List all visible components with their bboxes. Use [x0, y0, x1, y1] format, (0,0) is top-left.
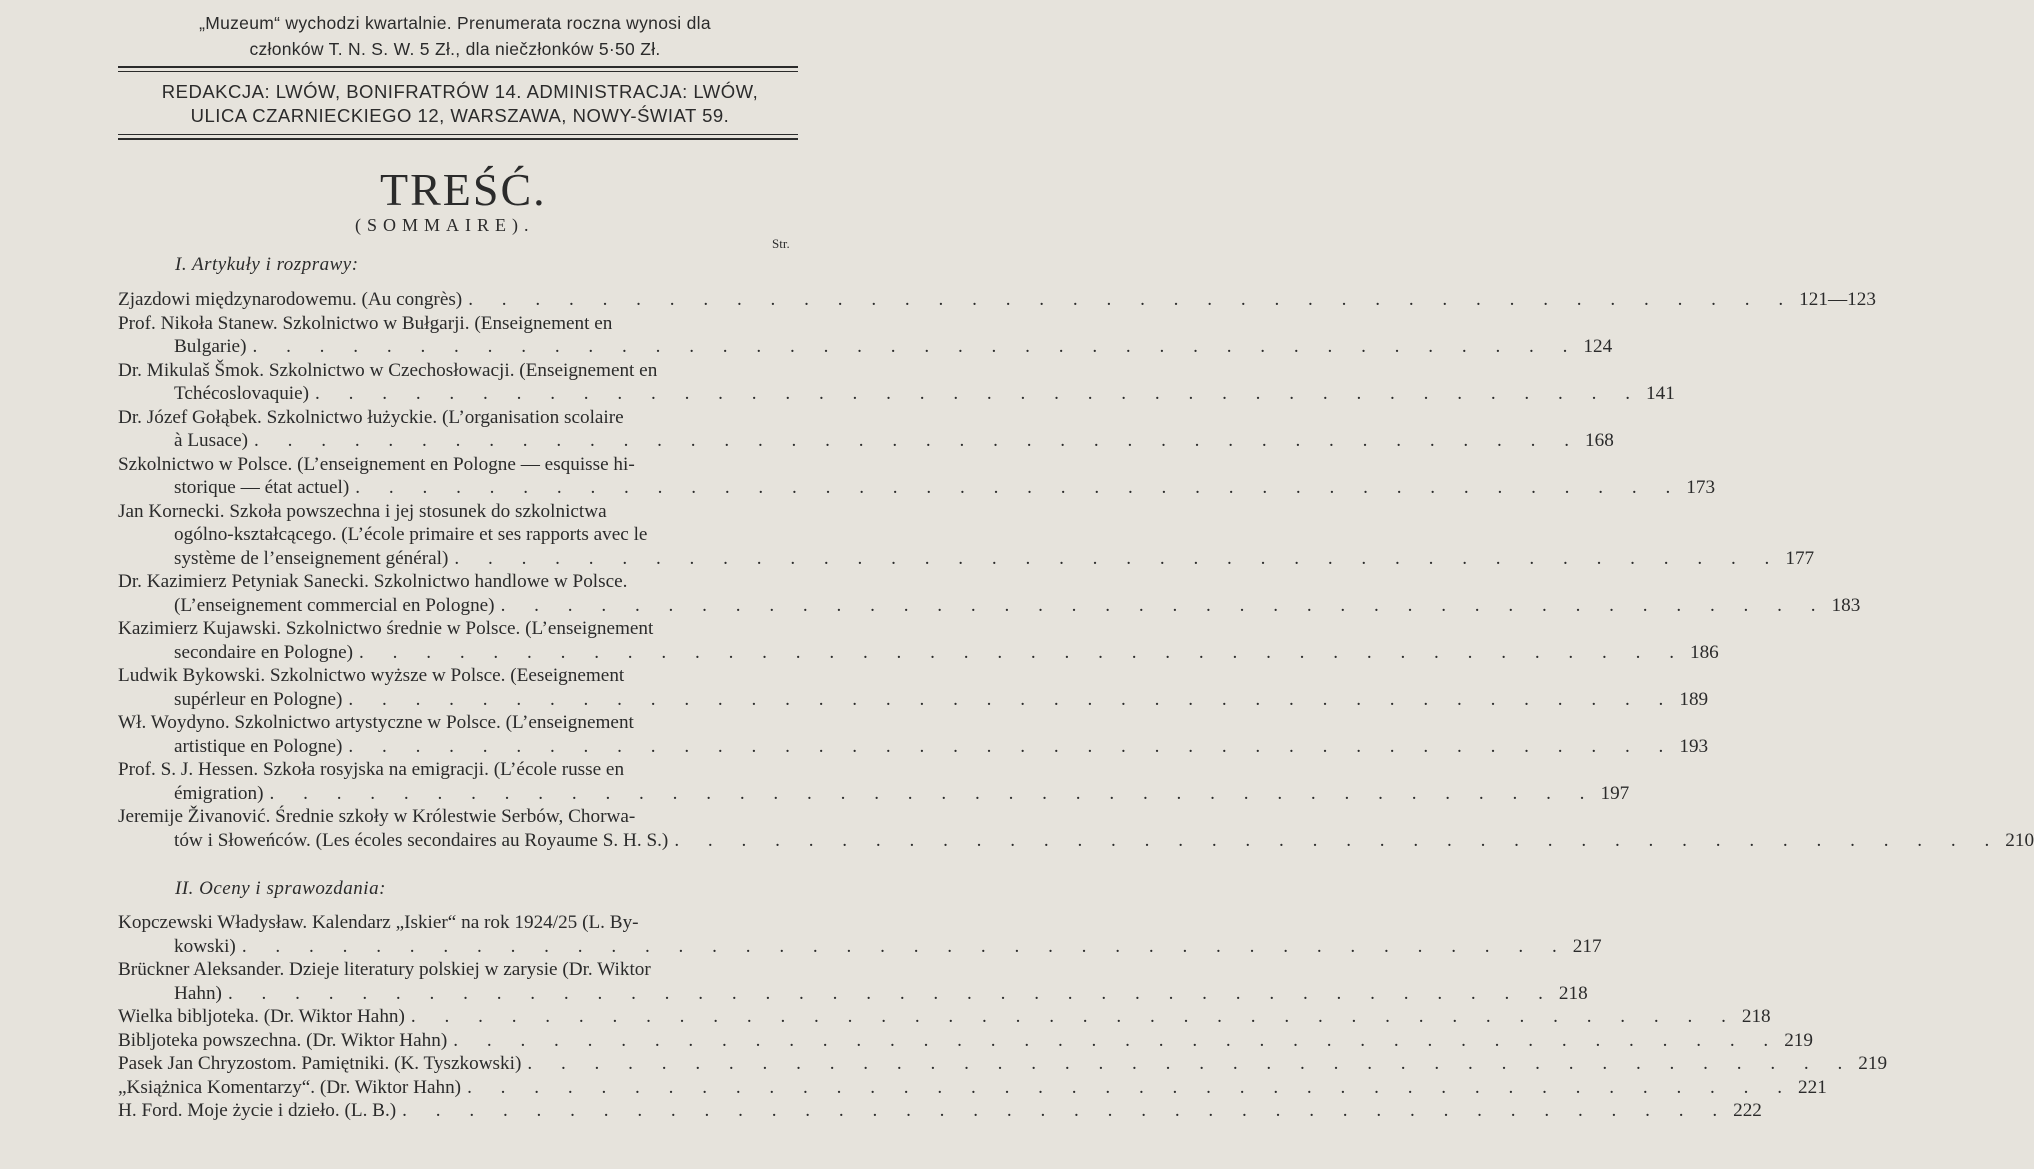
toc-page-number: 173	[1686, 477, 1716, 498]
toc-entry-text: storique — état actuel)	[174, 477, 350, 498]
toc-entry	[118, 288, 1876, 312]
toc-entry	[118, 617, 1719, 664]
toc-entry-line	[118, 594, 1861, 618]
toc-entry-line	[118, 335, 1613, 359]
dot-leader: . . . . . . . . . . . . . . . . . . . . . . . . . . . . . . . . . . . . . . . .	[410, 1006, 1738, 1027]
dot-leader: . . . . . . . . . . . . . . . . . . . . . . . . . . . . . . . . . . . . . . . .	[453, 1029, 1781, 1051]
toc-entry	[118, 570, 1861, 617]
toc-entry	[118, 453, 1716, 500]
divider-bottom-thin	[118, 134, 798, 135]
toc-entry-text: système de l’enseignement général)	[174, 547, 449, 569]
toc-entry-text: Wielka bibljoteka. (Dr. Wiktor Hahn)	[118, 1006, 405, 1027]
toc-entry-line	[118, 1052, 1888, 1076]
toc-entry-line	[118, 805, 804, 829]
toc-reviews	[118, 911, 1888, 1123]
toc-page-number: 221	[1798, 1076, 1827, 1098]
toc-entry-text: Kopczewski Władysław. Kalendarz „Iskier“ na rok 1924/25 (L. By-	[118, 912, 639, 933]
toc-entry-text: Zjazdowi międzynarodowemu. (Au congrès)	[118, 289, 463, 310]
notice-line-2: członków T. N. S. W. 5 Zł., dla niečzłonków 5·50 Zł.	[249, 39, 661, 59]
toc-entry-line	[118, 735, 1709, 759]
toc-page-number: 121—123	[1799, 289, 1876, 310]
divider-bottom-thick	[118, 138, 798, 140]
toc-page-number: 141	[1646, 383, 1675, 404]
toc-entry-line	[118, 1099, 1762, 1123]
toc-entry-text: H. Ford. Moje życie i dzieło. (L. B.)	[118, 1100, 397, 1121]
toc-entry-text: „Książnica Komentarzy“. (Dr. Wiktor Hahn)	[118, 1076, 462, 1098]
toc-entry-line	[118, 782, 1630, 806]
dot-leader: . . . . . . . . . . . . . . . . . . . . . . . . . . . . . . . . . . . . . . . .	[355, 477, 1683, 498]
toc-entry	[118, 758, 1630, 805]
toc-entry	[118, 958, 1588, 1005]
toc-page-number: 197	[1600, 782, 1630, 804]
toc-entry-text: Prof. Nikoła Stanew. Szkolnictwo w Bułgarji. (Enseignement en	[118, 312, 613, 334]
toc-entry-line	[118, 1076, 1827, 1100]
address-line-2: ULICA CZARNIECKIEGO 12, WARSZAWA, NOWY-ŚWIAT 59.	[190, 105, 730, 126]
toc-entry-line	[118, 406, 804, 430]
section-heading-reviews: II. Oceny i sprawozdania:	[175, 878, 386, 899]
toc-entry	[118, 312, 1613, 359]
toc-page-number: 168	[1585, 430, 1614, 451]
toc-entry	[118, 1099, 1762, 1123]
toc-entry-line	[118, 312, 804, 336]
dot-leader: . . . . . . . . . . . . . . . . . . . . . . . . . . . . . . . . . . . . . . . .	[348, 735, 1676, 757]
page-column-label: Str.	[772, 236, 790, 251]
toc-entry-text: supérleur en Pologne)	[174, 688, 343, 710]
toc-entry-text: Szkolnictwo w Polsce. (L’enseignement en Pologne — esquisse hi-	[118, 453, 635, 475]
toc-entry-text: Bibljoteka powszechna. (Dr. Wiktor Hahn)	[118, 1029, 448, 1051]
toc-entry	[118, 406, 1614, 453]
subscription-notice	[110, 10, 800, 62]
toc-entry-text: artistique en Pologne)	[174, 735, 343, 757]
toc-page-number: 186	[1689, 641, 1719, 663]
toc-entry-line	[118, 711, 804, 735]
toc-entry-text: Dr. Mikulaš Šmok. Szkolnictwo w Czechosłowacji. (Enseignement en	[118, 359, 658, 381]
toc-entry-text: Wł. Woydyno. Szkolnictwo artystyczne w Polsce. (L’enseignement	[118, 712, 634, 733]
toc-entry-line	[118, 476, 1716, 500]
toc-page-number: 177	[1785, 547, 1815, 569]
toc-page-number: 193	[1679, 735, 1709, 757]
toc-entry	[118, 1076, 1827, 1100]
toc-page-number: 222	[1733, 1100, 1762, 1121]
dot-leader: . . . . . . . . . . . . . . . . . . . . . . . . . . . . . . . . . . . . . . . .	[359, 641, 1686, 663]
editorial-address	[110, 80, 810, 128]
toc-entry-line	[118, 382, 1675, 406]
toc-articles	[118, 288, 2034, 852]
toc-entry-text: secondaire en Pologne)	[174, 641, 354, 663]
toc-entry-line	[118, 958, 804, 982]
dot-leader: . . . . . . . . . . . . . . . . . . . . . . . . . . . . . . . . . . . . . . . .	[252, 336, 1580, 357]
toc-entry-text: Tchécoslovaquie)	[174, 383, 310, 404]
toc-entry-line	[118, 453, 804, 477]
dot-leader: . . . . . . . . . . . . . . . . . . . . . . . . . . . . . . . . . . . . . . . .	[254, 430, 1581, 451]
section-heading-articles: I. Artykuły i rozprawy:	[175, 254, 359, 275]
divider-top-thick	[118, 66, 798, 68]
toc-page-number: 217	[1572, 935, 1602, 957]
toc-entry-line	[118, 829, 2034, 853]
toc-entry-text: Pasek Jan Chryzostom. Pamiętniki. (K. Tyszkowski)	[118, 1053, 522, 1074]
toc-entry-text: à Lusace)	[174, 430, 249, 451]
dot-leader: . . . . . . . . . . . . . . . . . . . . . . . . . . . . . . . . . . . . . . . .	[315, 383, 1642, 404]
toc-entry	[118, 359, 1675, 406]
dot-leader: . . . . . . . . . . . . . . . . . . . . . . . . . . . . . . . . . . . . . . . .	[527, 1053, 1855, 1074]
toc-entry	[118, 500, 1815, 571]
toc-entry-text: Dr. Kazimierz Petyniak Sanecki. Szkolnictwo handlowe w Polsce.	[118, 571, 628, 592]
toc-entry-text: Dr. Józef Gołąbek. Szkolnictwo łużyckie. (L’organisation scolaire	[118, 406, 624, 428]
dot-leader: . . . . . . . . . . . . . . . . . . . . . . . . . . . . . . . . . . . . . . . .	[468, 289, 1796, 310]
dot-leader: . . . . . . . . . . . . . . . . . . . . . . . . . . . . . . . . . . . . . . . .	[454, 547, 1782, 569]
toc-entry-line	[118, 359, 804, 383]
toc-entry-text: Brückner Aleksander. Dzieje literatury polskiej w zarysie (Dr. Wiktor	[118, 959, 651, 980]
dot-leader: . . . . . . . . . . . . . . . . . . . . . . . . . . . . . . . . . . . . . . . .	[467, 1076, 1795, 1098]
toc-entry-text: tów i Słoweńców. (Les écoles secondaires au Royaume S. H. S.)	[174, 829, 669, 851]
toc-page-number: 218	[1741, 1006, 1771, 1027]
toc-entry-text: Hahn)	[174, 982, 222, 1004]
page-title: TREŚĆ.	[380, 164, 547, 215]
toc-entry-line	[118, 617, 804, 641]
toc-entry-line	[118, 523, 804, 547]
toc-entry-line	[118, 1029, 1813, 1053]
dot-leader: . . . . . . . . . . . . . . . . . . . . . . . . . . . . . . . . . . . . . . . .	[674, 829, 2002, 851]
toc-entry	[118, 1005, 1771, 1029]
toc-page-number: 218	[1558, 982, 1588, 1004]
toc-entry-text: Jan Kornecki. Szkoła powszechna i jej stosunek do szkolnictwa	[118, 500, 607, 522]
toc-entry	[118, 711, 1709, 758]
toc-entry-line	[118, 570, 804, 594]
toc-entry-line	[118, 758, 804, 782]
toc-entry-line	[118, 500, 804, 524]
toc-entry-line	[118, 1005, 1771, 1029]
dot-leader: . . . . . . . . . . . . . . . . . . . . . . . . . . . . . . . . . . . . . . . .	[269, 782, 1597, 804]
toc-page-number: 189	[1679, 688, 1709, 710]
toc-page-number: 219	[1784, 1029, 1813, 1051]
dot-leader: . . . . . . . . . . . . . . . . . . . . . . . . . . . . . . . . . . . . . . . .	[241, 935, 1569, 957]
toc-page-number: 183	[1831, 594, 1861, 616]
toc-entry	[118, 664, 1709, 711]
toc-entry-text: Kazimierz Kujawski. Szkolnictwo średnie w Polsce. (L’enseignement	[118, 618, 654, 639]
toc-entry	[118, 1052, 1888, 1076]
toc-page-number: 210	[2005, 829, 2034, 851]
toc-entry-line	[118, 688, 1709, 712]
toc-entry-text: émigration)	[174, 782, 264, 804]
toc-entry	[118, 911, 1602, 958]
toc-entry-text: Ludwik Bykowski. Szkolnictwo wyższe w Polsce. (Eeseignement	[118, 665, 625, 686]
toc-page-number: 219	[1858, 1053, 1888, 1074]
toc-entry-line	[118, 935, 1602, 959]
dot-leader: . . . . . . . . . . . . . . . . . . . . . . . . . . . . . . . . . . . . . . . .	[402, 1100, 1730, 1121]
toc-entry-text: Bulgarie)	[174, 336, 247, 357]
toc-page-number: 124	[1583, 336, 1613, 357]
toc-entry-text: kowski)	[174, 935, 236, 957]
notice-line-1: „Muzeum“ wychodzi kwartalnie. Prenumerata roczna wynosi dla	[199, 13, 711, 33]
toc-entry	[118, 805, 2034, 852]
toc-entry-text: ogólno-kształcącego. (L’école primaire et ses rapports avec le	[174, 524, 648, 545]
toc-entry-text: Prof. S. J. Hessen. Szkoła rosyjska na emigracji. (L’école russe en	[118, 759, 625, 780]
toc-entry	[118, 1029, 1813, 1053]
dot-leader: . . . . . . . . . . . . . . . . . . . . . . . . . . . . . . . . . . . . . . . .	[500, 594, 1828, 616]
address-line-1: REDAKCJA: LWÓW, BONIFRATRÓW 14. ADMINISTRACJA: LWÓW,	[161, 81, 759, 102]
divider-top-thin	[118, 71, 798, 72]
page-subtitle: (SOMMAIRE).	[355, 215, 535, 235]
toc-entry-line	[118, 547, 1815, 571]
toc-entry-line	[118, 911, 804, 935]
toc-entry-line	[118, 429, 1614, 453]
toc-entry-line	[118, 664, 804, 688]
toc-entry-line	[118, 641, 1719, 665]
toc-entry-line	[118, 288, 1876, 312]
dot-leader: . . . . . . . . . . . . . . . . . . . . . . . . . . . . . . . . . . . . . . . .	[227, 982, 1555, 1004]
toc-entry-text: Jeremije Živanović. Średnie szkoły w Królestwie Serbów, Chorwa-	[118, 806, 636, 827]
toc-entry-text: (L’enseignement commercial en Pologne)	[174, 594, 495, 616]
dot-leader: . . . . . . . . . . . . . . . . . . . . . . . . . . . . . . . . . . . . . . . .	[348, 688, 1676, 710]
toc-entry-line	[118, 982, 1588, 1006]
